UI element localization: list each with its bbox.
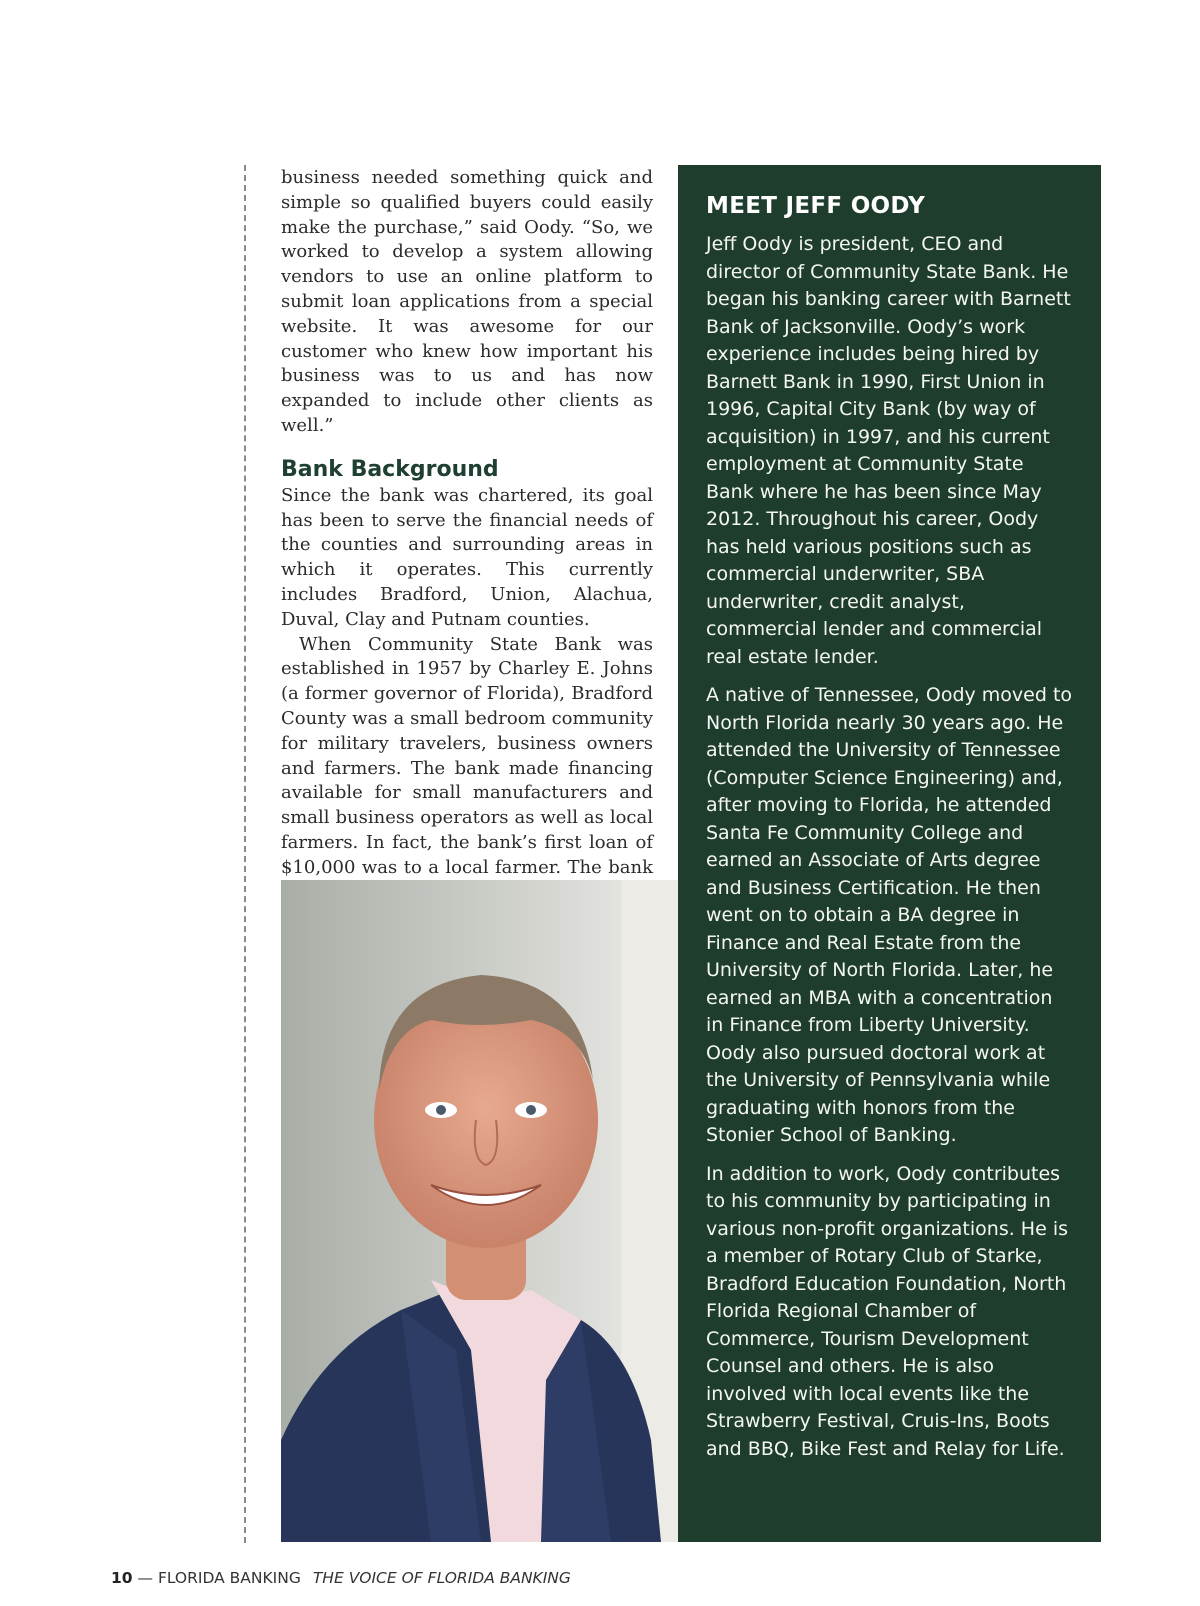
publication-name: FLORIDA BANKING [157,1569,301,1587]
meet-jeff-oody-sidebar [678,165,1101,1542]
section-heading: Bank Background [281,456,499,482]
sidebar-paragraph: A native of Tennessee, Oody moved to North Florida nearly 30 years ago. He attended the University of Tennessee (Computer Science Engineering) and, after moving to Florida, he attended Santa Fe Community College and earned an Associate of Arts degree and Business Certification. He then went on to obtain a BA degree in Finance and Real Estate from the University of North Florida. Later, he earned an MBA with a concentration in Finance from Liberty University. Oody also pursued doctoral work at the University of Pennsylvania while graduating with honors from the Stonier School of Banking. [706,684,1073,1146]
column-divider [244,165,246,1543]
sidebar-paragraph: In addition to work, Oody contributes to his community by participating in various non-profit organizations. He is a member of Rotary Club of Starke, Bradford Education Foundation, North Florida Regional Chamber of Commerce, Tourism Development Counsel and others. He is also involved with local events like the Strawberry Festival, Cruis-Ins, Boots and BBQ, Bike Fest and Relay for Life. [706,1162,1068,1460]
footer-separator: — [132,1569,158,1587]
page-number: 10 [111,1569,133,1587]
article-column [281,166,653,930]
publication-tagline: THE VOICE OF FLORIDA BANKING [312,1569,571,1587]
portrait-illustration [281,880,678,1542]
portrait-photo [281,880,678,1542]
sidebar-title: MEET JEFF OODY [706,193,926,219]
page-footer [111,1569,571,1587]
article-paragraph: Since the bank was chartered, its goal has been to serve the financial needs of the counties and surrounding areas in which it operates. This currently includes Bradford, Union, Alachua, Duval, Clay and Putnam counties. [281,484,653,630]
article-paragraph: When Community State Bank was established in 1957 by Charley E. Johns (a former governor of Florida), Bradford County was a small bedroom community for military travelers, business owners and farmers. The bank made financing available for small manufacturers and small business operators as well as local farmers. In fact, the bank’s first loan of $10,000 was to a local farmer. The bank [281,633,653,878]
sidebar-paragraph: Jeff Oody is president, CEO and director of Community State Bank. He began his banking career with Barnett Bank of Jacksonville. Oody’s work experience includes being hired by Barnett Bank in 1990, First Union in 1996, Capital City Bank (by way of acquisition) in 1997, and his current employment at Community State Bank where he has been since May 2012. Throughout his career, Oody has held various positions such as commercial underwriter, SBA underwriter, credit analyst, commercial lender and commercial real estate lender. [706,233,1071,668]
article-intro-paragraph: business needed something quick and simple so qualified buyers could easily make the purchase,” said Oody. “So, we worked to develop a system allowing vendors to use an online platform to submit loan applications from a special website. It was awesome for our customer who knew how important his business was to us and has now expanded to include other clients as well.” [281,167,653,436]
